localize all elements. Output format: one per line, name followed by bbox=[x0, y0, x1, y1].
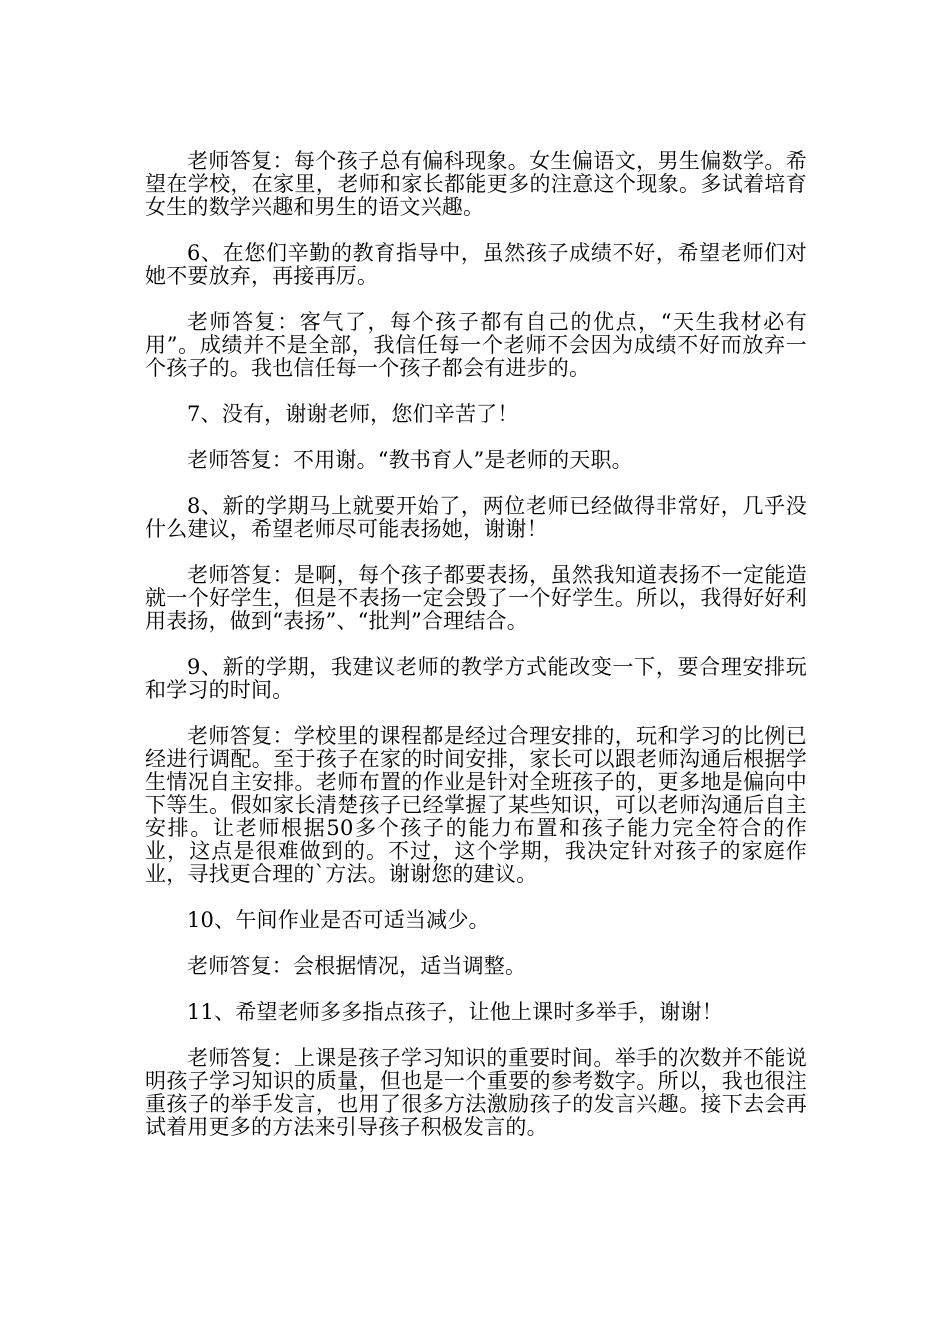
question-paragraph: 10、午间作业是否可适当减少。 bbox=[187, 908, 490, 932]
question-paragraph: 7、没有，谢谢老师，您们辛苦了！ bbox=[187, 402, 519, 426]
answer-paragraph: 老师答复：每个孩子总有偏科现象。女生偏语文，男生偏数学。希望在学校，在家里，老师和家长都能更多的注意这个现象。多试着培育女生的数学兴趣和男生的语文兴趣。 bbox=[145, 149, 807, 219]
question-paragraph: 11、希望老师多多指点孩子，让他上课时多举手，谢谢！ bbox=[187, 1000, 723, 1024]
answer-paragraph: 老师答复：学校里的课程都是经过合理安排的，玩和学习的比例已经进行调配。至于孩子在家的时间安排，家长可以跟老师沟通后根据学生情况自主安排。老师布置的作业是针对全班孩子的，更多地是偏向中下等生。假如家长清楚孩子已经掌握了某些知识，可以老师沟通后自主安排。让老师根据50多个孩子的能力布置和孩子能力完全符合的作业，这点是很难做到的。不过，这个学期，我决定针对孩子的家庭作业，寻找更合理的`方法。谢谢您的建议。 bbox=[145, 724, 807, 886]
answer-paragraph: 老师答复：是啊，每个孩子都要表扬，虽然我知道表扬不一定能造就一个好学生，但是不表扬一定会毁了一个好学生。所以，我得好好利用表扬，做到“表扬”、“批判”合理结合。 bbox=[145, 563, 807, 633]
answer-paragraph: 老师答复：客气了，每个孩子都有自己的优点，“天生我材必有用”。成绩并不是全部，我信任每一个老师不会因为成绩不好而放弃一个孩子的。我也信任每一个孩子都会有进步的。 bbox=[145, 310, 807, 380]
question-paragraph: 6、在您们辛勤的教育指导中，虽然孩子成绩不好，希望老师们对她不要放弃，再接再厉。 bbox=[145, 241, 807, 288]
answer-paragraph: 老师答复：上课是孩子学习知识的重要时间。举手的次数并不能说明孩子学习知识的质量，但也是一个重要的参考数字。所以，我也很注重孩子的举手发言，也用了很多方法激励孩子的发言兴趣。接下去会再试着用更多的方法来引导孩子积极发言的。 bbox=[145, 1046, 807, 1139]
question-paragraph: 8、新的学期马上就要开始了，两位老师已经做得非常好，几乎没什么建议，希望老师尽可能表扬她，谢谢！ bbox=[145, 494, 807, 541]
answer-paragraph: 老师答复：不用谢。“教书育人”是老师的天职。 bbox=[187, 448, 633, 472]
question-paragraph: 9、新的学期，我建议老师的教学方式能改变一下，要合理安排玩和学习的时间。 bbox=[145, 655, 807, 702]
answer-paragraph: 老师答复：会根据情况，适当调整。 bbox=[187, 954, 527, 978]
document-body bbox=[145, 150, 807, 1162]
